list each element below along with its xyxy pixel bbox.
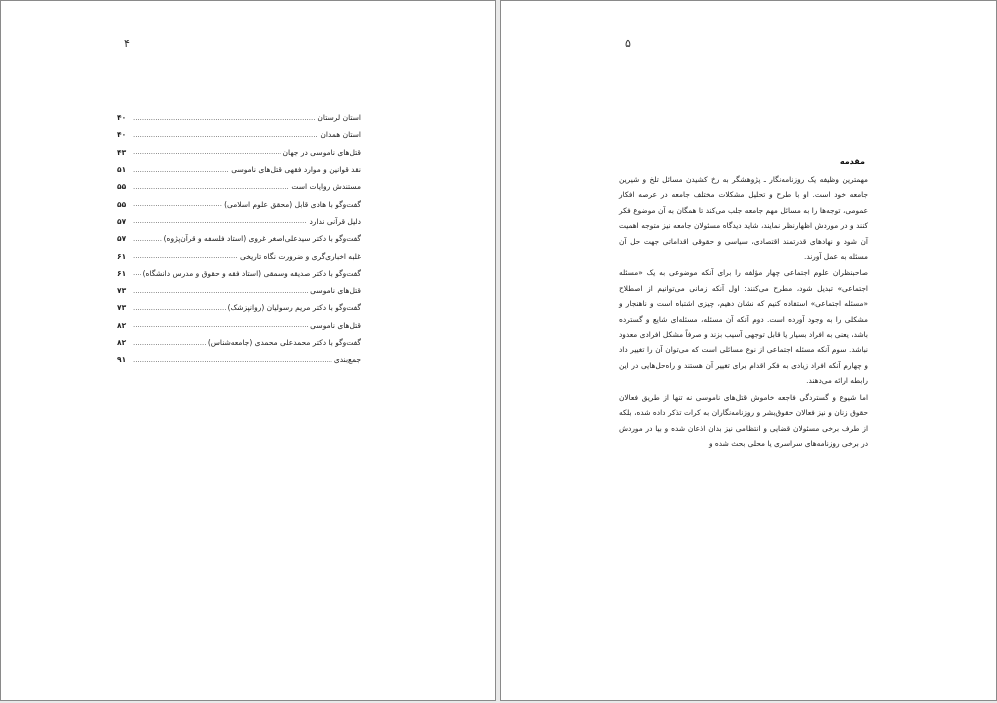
toc-entry [117,317,361,334]
toc-leader-dots [133,217,307,225]
toc-entry-title: گفت‌وگو با دکتر مریم رسولیان (روانپزشک) [227,303,361,313]
toc-entry-title: استان لرستان [317,113,361,123]
toc-entry-title: گفت‌وگو با دکتر محمدعلی محمدی (جامعه‌شناس) [207,338,361,347]
toc-entry [117,230,361,247]
toc-entry [117,195,361,212]
toc-entry [117,351,361,368]
toc-leader-dots [133,200,222,208]
toc-entry-page: ۵۷ [117,234,127,244]
page-number: ۵ [625,37,631,50]
toc-entry-page: ۴۰ [117,113,127,123]
toc-leader-dots [133,235,162,243]
toc-entry-page: ۷۳ [117,303,127,313]
toc-leader-dots [133,131,318,139]
toc-entry [117,247,361,264]
toc-entry-title: گفت‌وگو با هادی قابل (محقق علوم اسلامی) [224,199,361,209]
toc-leader-dots [133,356,332,364]
toc-entry [117,299,361,316]
toc-leader-dots [133,304,226,312]
toc-entry-page: ۵۵ [117,199,127,209]
toc-leader-dots [133,252,238,260]
toc-entry-page: ۴۳ [117,147,127,157]
paragraph: صاحبنظران علوم اجتماعی چهار مؤلفه را برای آنکه موضوعی به یک «مسئله اجتماعی» تبدیل شود، مطرح می‌کنند: اول آنکه زمانی می‌توانیم از اصطلاح «مسئله اجتماعی» استفاده کنیم که نشان دهیم، چیزی اشتباه است و ناهنجار و مشکلی را به وجود آورده است. دوم آنکه آن مسئله، مسئله‌ای شایع و گسترده باشد، یعنی به افراد بسیار یا قابل توجهی آسیب بزند و صرفاً مشکل افرادی معدود نباشد. سوم آنکه مسئله اجتماعی از نوع مسائلی است که می‌توان آن را تغییر داد و چهارم آنکه افراد زیادی به فکر اقدام برای تغییر آن هستند و راه‌حل‌هایی در این رابطه ارائه می‌دهند. [619,268,868,386]
toc-entry-title: جمع‌بندی [333,355,361,365]
toc-entry-page: ۴۰ [117,130,127,140]
toc-entry-title: مستندش روایات است [291,182,361,192]
toc-entry [117,178,361,195]
toc-leader-dots [133,321,308,329]
paragraph: اما شیوع و گستردگی فاجعه خاموش قتل‌های ناموسی نه تنها از طریق فعالان حقوق زنان و نیز فعالان حقوق‌بشر و روزنامه‌نگاران به کرات تذکر داده شده، بلکه از طرف برخی مسئولان قضایی و انتظامی نیز بدان اذعان شده و بیا در موردش در برخی روزنامه‌های سراسری یا محلی بحث شده و [619,392,868,448]
toc-entry-title: گفت‌وگو با دکتر صدیقه وسمقی (استاد فقه و حقوق و مدرس دانشگاه) [142,268,361,278]
toc-entry-page: ۵۵ [117,182,127,192]
toc-entry-title: غلبه اخباری‌گری و ضرورت نگاه تاریخی [240,251,361,261]
toc-entry [117,109,361,126]
toc-entry [117,144,361,161]
toc-leader-dots [133,183,289,191]
toc-entry-page: ۷۳ [117,286,127,296]
table-of-contents [117,109,361,368]
body-text [619,172,868,451]
toc-leader-dots [133,166,229,174]
toc-entry-page: ۸۲ [117,320,127,330]
toc-entry-title: گفت‌وگو با دکتر سیدعلی‌اصغر غروی (استاد فلسفه و قرآن‌پژوه) [163,234,361,244]
section-heading: مقدمه [839,157,865,166]
toc-entry [117,265,361,282]
toc-entry-page: ۸۲ [117,338,127,347]
toc-entry-title: دلیل قرآنی ندارد [309,216,361,226]
toc-entry [117,282,361,299]
toc-leader-dots [133,114,315,122]
toc-entry [117,126,361,143]
toc-entry-title: قتل‌های ناموسی در جهان [282,147,361,157]
toc-leader-dots [133,339,206,347]
toc-entry [117,334,361,351]
left-page [0,0,496,701]
right-page [500,0,997,701]
toc-entry-title: استان همدان [320,130,361,140]
toc-entry-title: نقد قوانین و موارد فقهی قتل‌های ناموسی [231,165,361,175]
toc-entry-page: ۹۱ [117,355,127,365]
toc-entry-page: ۵۱ [117,165,127,175]
toc-entry-title: قتل‌های ناموسی [310,320,361,330]
toc-leader-dots [133,269,141,277]
toc-entry [117,213,361,230]
toc-entry-title: قتل‌های ناموسی [310,286,361,296]
toc-leader-dots [133,287,308,295]
toc-entry-page: ۶۱ [117,251,127,261]
toc-entry [117,161,361,178]
toc-entry-page: ۵۷ [117,216,127,226]
paragraph: مهمترین وظیفه یک روزنامه‌نگار ـ پژوهشگر به رخ کشیدن مسائل تلخ و شیرین جامعه خود است. او با طرح و تحلیل مشکلات مختلف جامعه در عرصه افکار عمومی، توجه‌ها را به مسائل مهم جامعه جلب می‌کند تا همگان به آن موضوع فکر کنند و در موردش اظهارنظر نمایند، شاید دیدگاه مسئولان جامعه نیز متوجه اهمیت آن شود و نهادهای قدرتمند اقتصادی، سیاسی و حقوقی اقداماتی جهت حل آن مسئله به عمل آورند. [619,175,868,262]
toc-entry-page: ۶۱ [117,268,127,278]
page-number: ۴ [124,37,130,50]
toc-leader-dots [133,148,281,156]
